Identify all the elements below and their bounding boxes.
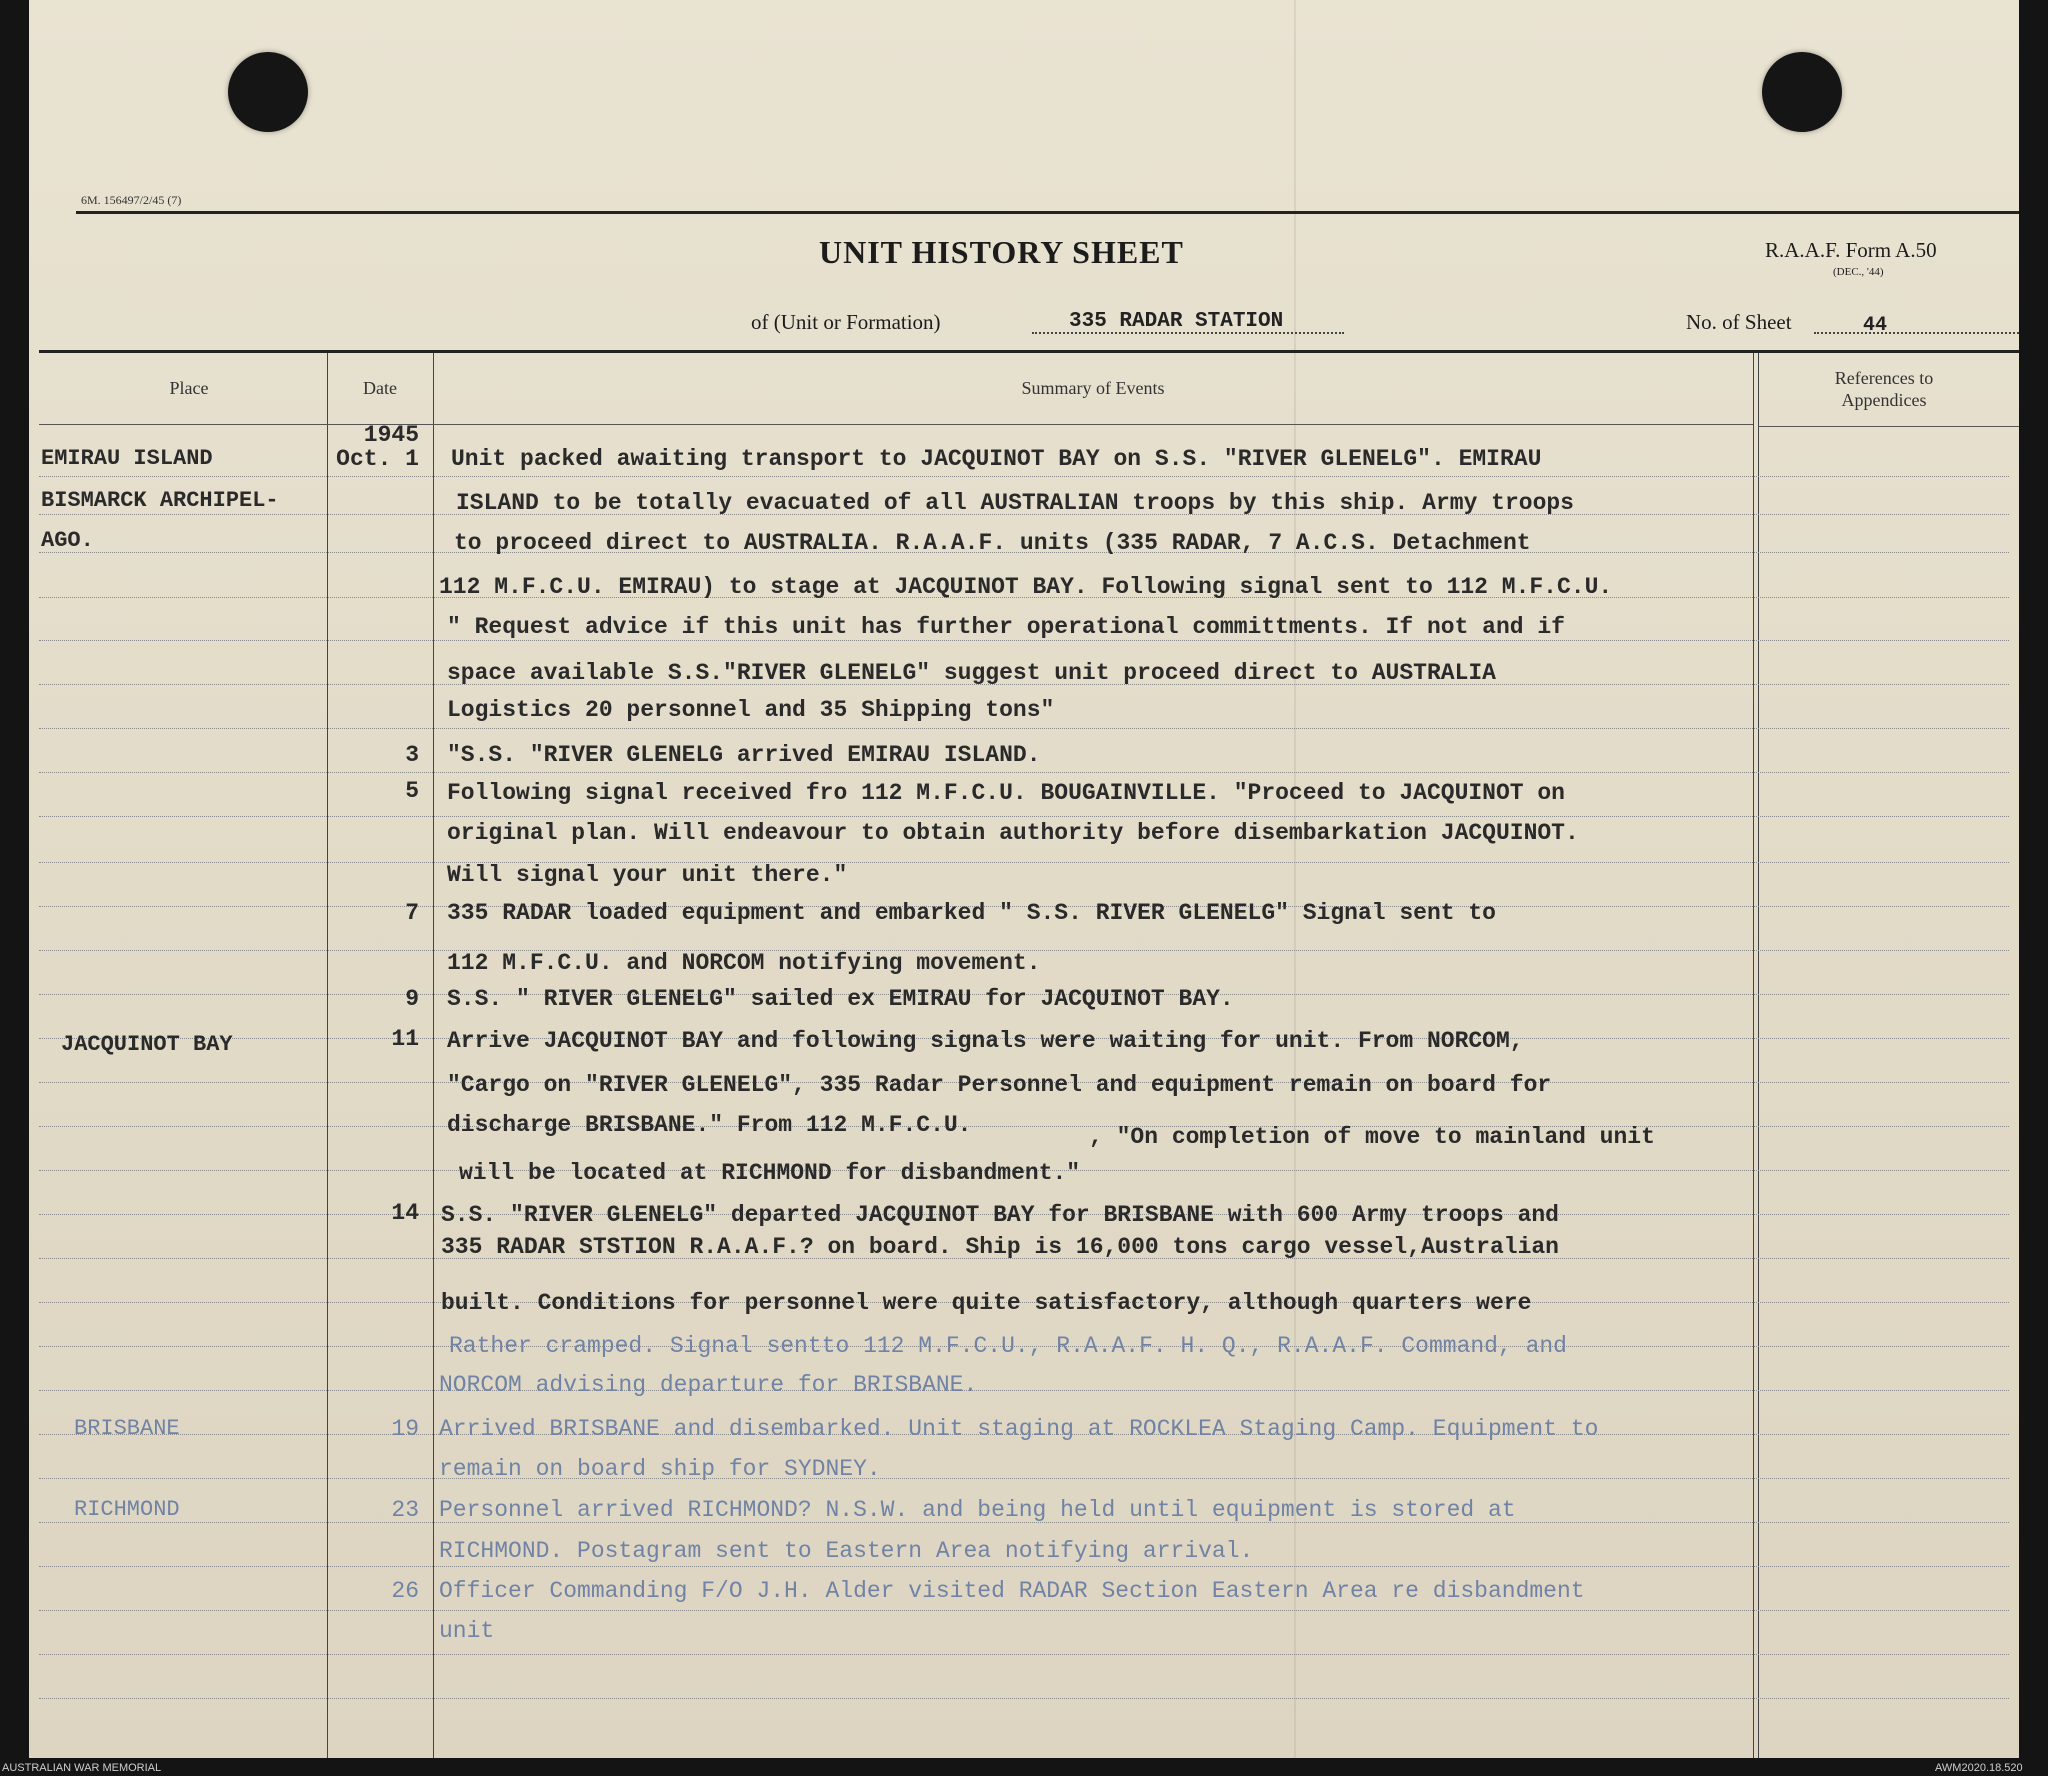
event-line: Arrive JACQUINOT BAY and following signals were waiting for unit. From NORCOM, (447, 1028, 1524, 1054)
event-line: discharge BRISBANE." From 112 M.F.C.U. (447, 1112, 972, 1138)
unit-label: of (Unit or Formation) (751, 310, 941, 334)
place-entry: BISMARCK ARCHIPEL- (41, 488, 279, 513)
print-reference: 6M. 156497/2/45 (7) (81, 193, 182, 207)
date-entry: 23 (391, 1497, 419, 1523)
document-sheet (29, 0, 2019, 1758)
column-divider-place (327, 353, 328, 1758)
event-line: RICHMOND. Postagram sent to Eastern Area notifying arrival. (439, 1538, 1254, 1564)
date-entry: 1945 (363, 422, 419, 448)
date-entry: 26 (391, 1578, 419, 1604)
event-line: 112 M.F.C.U. and NORCOM notifying movement. (447, 950, 1041, 976)
ruled-line (39, 1478, 2009, 1479)
column-header-date: Date (363, 378, 397, 398)
sheet-number: 44 (1863, 314, 1888, 337)
column-header-place: Place (169, 378, 209, 398)
event-line: Arrived BRISBANE and disembarked. Unit staging at ROCKLEA Staging Camp. Equipment to (439, 1416, 1599, 1442)
event-line: S.S. "RIVER GLENELG" departed JACQUINOT BAY for BRISBANE with 600 Army troops and (441, 1202, 1559, 1228)
place-entry: JACQUINOT BAY (61, 1032, 233, 1057)
event-line: remain on board ship for SYDNEY. (439, 1456, 881, 1482)
ruled-line (39, 1566, 2009, 1567)
ruled-line (39, 816, 2009, 817)
event-line: Will signal your unit there." (447, 862, 848, 888)
event-line: S.S. " RIVER GLENELG" sailed ex EMIRAU for JACQUINOT BAY. (447, 986, 1234, 1012)
event-line: space available S.S."RIVER GLENELG" suggest unit proceed direct to AUSTRALIA (447, 660, 1496, 686)
place-entry: BRISBANE (74, 1416, 180, 1441)
event-line: to proceed direct to AUSTRALIA. R.A.A.F. units (335 RADAR, 7 A.C.S. Detachment (454, 530, 1531, 556)
event-line: , "On completion of move to mainland unit (1089, 1124, 1655, 1150)
event-line: Personnel arrived RICHMOND? N.S.W. and being held until equipment is stored at (439, 1497, 1516, 1523)
date-entry: 5 (405, 778, 419, 804)
ruled-line (39, 476, 2009, 477)
form-name: R.A.A.F. Form A.50 (1765, 238, 1937, 262)
date-entry: 7 (405, 900, 419, 926)
ruled-line (39, 862, 2009, 863)
event-line: built. Conditions for personnel were quite satisfactory, although quarters were (441, 1290, 1532, 1316)
footer-left: AUSTRALIAN WAR MEMORIAL (2, 1762, 162, 1774)
column-divider-summary (1753, 353, 1754, 1758)
event-line: ISLAND to be totally evacuated of all AUSTRALIAN troops by this ship. Army troops (456, 490, 1574, 516)
punch-hole-right (1762, 52, 1842, 132)
paper-fold (1294, 0, 1296, 1758)
footer-right: AWM2020.18.520 (1935, 1762, 2023, 1774)
event-line: 335 RADAR loaded equipment and embarked " S.S. RIVER GLENELG" Signal sent to (447, 900, 1496, 926)
date-entry: Oct. 1 (336, 446, 419, 472)
date-entry: 11 (391, 1026, 419, 1052)
ruled-line (39, 1698, 2009, 1699)
ruled-line (39, 772, 2009, 773)
event-line: Unit packed awaiting transport to JACQUINOT BAY on S.S. "RIVER GLENELG". EMIRAU (451, 446, 1542, 472)
column-header-rule (39, 424, 1753, 425)
ruled-line (39, 1610, 2009, 1611)
event-line: Rather cramped. Signal sentto 112 M.F.C.U., R.A.A.F. H. Q., R.A.A.F. Command, and (449, 1333, 1567, 1359)
ruled-line (39, 728, 2009, 729)
date-entry: 9 (405, 986, 419, 1012)
event-line: Following signal received fro 112 M.F.C.U. BOUGAINVILLE. "Proceed to JACQUINOT on (447, 780, 1565, 806)
page-title: UNIT HISTORY SHEET (819, 234, 1184, 270)
ruled-line (39, 640, 2009, 641)
top-rule (76, 211, 2019, 214)
unit-value: 335 RADAR STATION (1069, 310, 1284, 333)
event-line: NORCOM advising departure for BRISBANE. (439, 1372, 978, 1398)
ruled-line (39, 1654, 2009, 1655)
form-date: (DEC., '44) (1833, 266, 1884, 278)
place-entry: AGO. (41, 528, 94, 553)
place-entry: EMIRAU ISLAND (41, 446, 213, 471)
column-header-summary: Summary of Events (1021, 378, 1165, 398)
sheet-label: No. of Sheet (1686, 310, 1792, 334)
punch-hole-left (228, 52, 308, 132)
header-rule (39, 350, 2019, 353)
event-line: "S.S. "RIVER GLENELG arrived EMIRAU ISLAND. (447, 742, 1041, 768)
date-entry: 14 (391, 1200, 419, 1226)
column-divider-date (433, 353, 434, 1758)
event-line: will be located at RICHMOND for disbandment." (459, 1160, 1081, 1186)
event-line: Officer Commanding F/O J.H. Alder visited RADAR Section Eastern Area re disbandment (439, 1578, 1585, 1604)
date-entry: 19 (391, 1416, 419, 1442)
sheet-dotted-line (1814, 332, 2019, 334)
refs-header-rule (1758, 426, 2019, 427)
ruled-line (39, 1126, 2009, 1127)
place-entry: RICHMOND (74, 1497, 180, 1522)
event-line: "Cargo on "RIVER GLENELG", 335 Radar Personnel and equipment remain on board for (447, 1072, 1552, 1098)
column-divider-refs (1758, 353, 1759, 1758)
event-line: original plan. Will endeavour to obtain authority before disembarkation JACQUINOT. (447, 820, 1579, 846)
date-entry: 3 (405, 742, 419, 768)
event-line: 335 RADAR STSTION R.A.A.F.? on board. Ship is 16,000 tons cargo vessel,Australian (441, 1234, 1559, 1260)
column-header-appendices: Appendices (1841, 390, 1927, 410)
column-header-references: References to (1834, 368, 1934, 388)
event-line: 112 M.F.C.U. EMIRAU) to stage at JACQUINOT BAY. Following signal sent to 112 M.F.C.U. (439, 574, 1613, 600)
event-line: unit (439, 1618, 495, 1644)
ruled-line (39, 1390, 2009, 1391)
event-line: " Request advice if this unit has further operational committments. If not and if (447, 614, 1565, 640)
event-line: Logistics 20 personnel and 35 Shipping tons" (447, 697, 1055, 723)
